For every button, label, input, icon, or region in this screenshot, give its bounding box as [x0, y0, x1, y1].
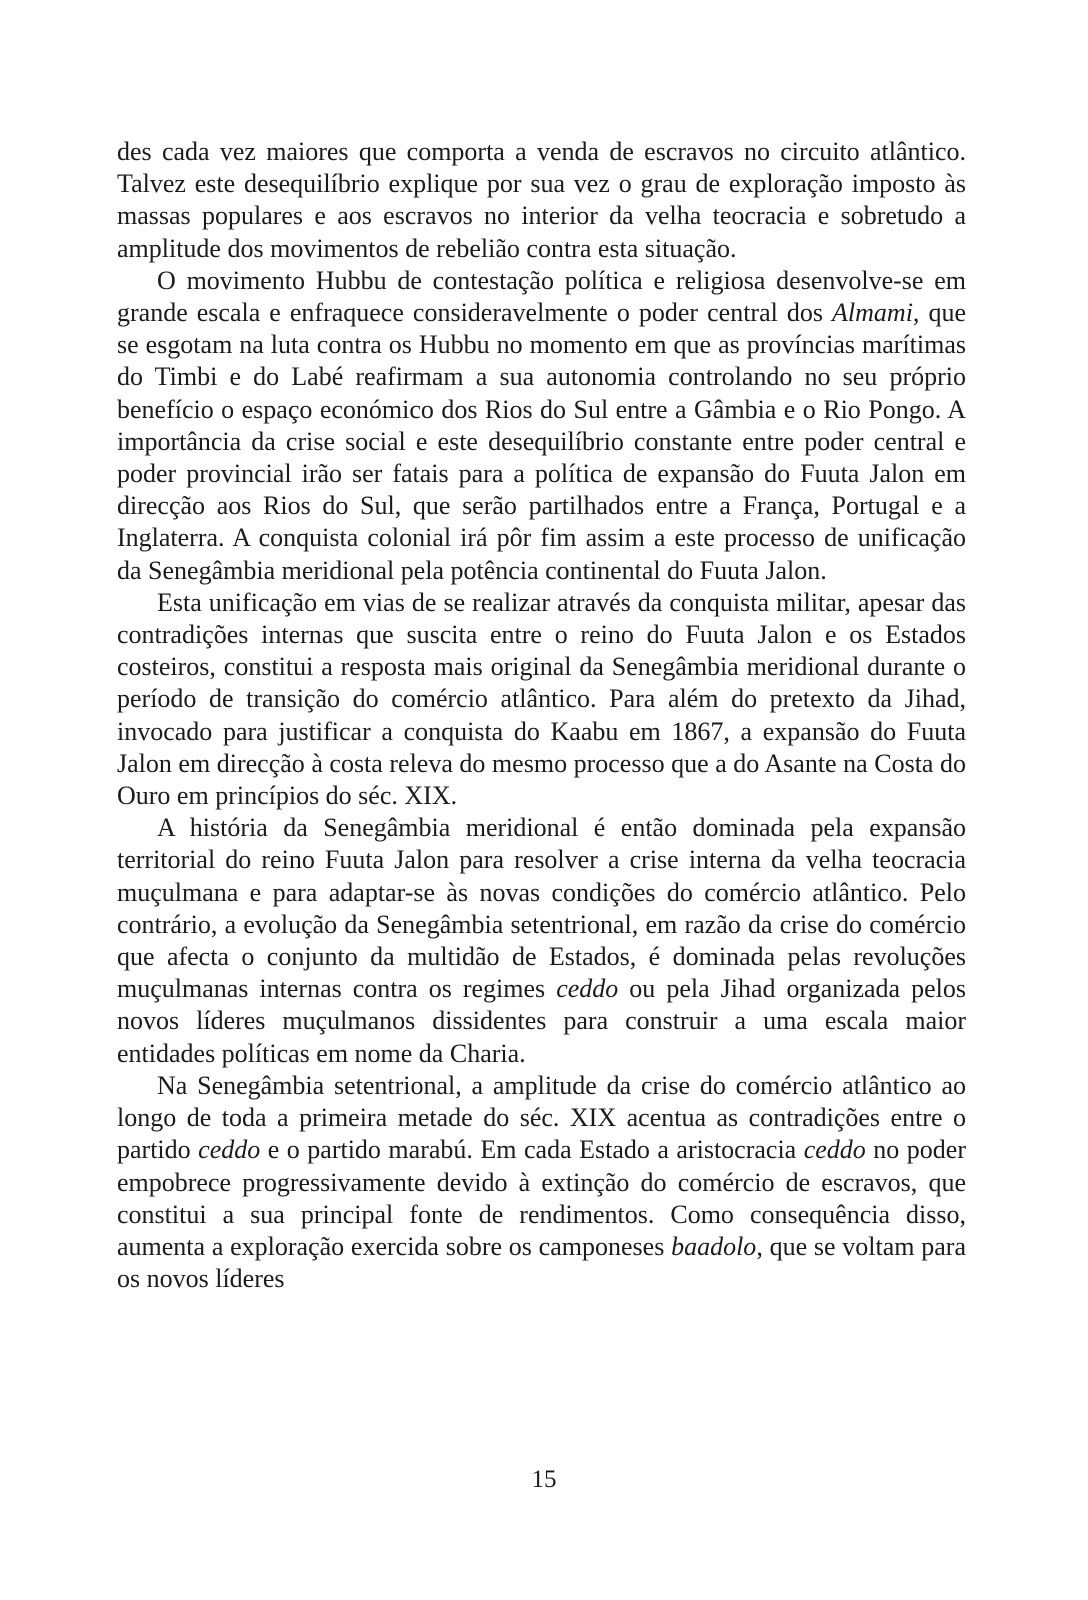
text-run: , que se esgotam na luta contra os Hubbu no momento em que as províncias marítimas do Timbi e do Labé reafirmam a sua autonomia controlando no seu próprio benefício o espaço económico dos Rios do Sul entre a Gâmbia e o Rio Pongo. A importância da crise social e este desequilíbrio constante entre poder central e poder provincial irão ser fatais para a política de expansão do Fuuta Jalon em direcção aos Rios do Sul, que serão partilhados entre a França, Portugal e a Inglaterra. A conquista colonial irá pôr fim assim a este processo de unificação da Senegâmbia meridional pela potência continental do Fuuta Jalon.	[117, 298, 966, 585]
text-run: Na Senegâmbia setentrional, a amplitude da crise do comércio atlântico ao longo de toda a primeira metade do séc. XIX acentua as contradições entre o partido	[117, 1070, 966, 1165]
paragraph-3	[117, 587, 966, 812]
text-run: , que se voltam para os novos líderes	[117, 1231, 966, 1294]
italic-term: ceddo	[803, 1135, 866, 1165]
italic-term: ceddo	[556, 974, 619, 1004]
text-run: no poder empobrece progressivamente devido à extinção do comércio de escravos, que constitui a sua principal fonte de rendimentos. Como consequência disso, aumenta a exploração exercida sobre os camponeses	[117, 1135, 967, 1261]
body-text	[117, 136, 966, 1295]
italic-term: Almami	[832, 298, 913, 328]
text-run: Esta unificação em vias de se realizar através da conquista militar, apesar das contradições internas que suscita entre o reino do Fuuta Jalon e os Estados costeiros, constitui a resposta mais original da Senegâmbia meridional durante o período de transição do comércio atlântico. Para além do pretexto da Jihad, invocado para justificar a conquista do Kaabu em 1867, a expansão do Fuuta Jalon em direcção à costa releva do mesmo processo que a do Asante na Costa do Ouro em princípios do séc. XIX.	[117, 587, 966, 811]
text-run: ou pela Jihad organizada pelos novos líderes muçulmanos dissidentes para construir a uma escala maior entidades políticas em nome da Charia.	[117, 974, 966, 1068]
text-run: O movimento Hubbu de contestação política e religiosa desenvolve-se em grande escala e enfraquece consideravelmente o poder central dos	[117, 265, 966, 328]
paragraph-2	[117, 265, 966, 587]
italic-term: ceddo	[198, 1135, 261, 1165]
italic-term: baadolo	[671, 1231, 757, 1261]
text-run: A história da Senegâmbia meridional é então dominada pela expansão territorial do reino Fuuta Jalon para resolver a crise interna da velha teocracia muçulmana e para adaptar-se às novas condições do comércio atlântico. Pelo contrário, a evolução da Senegâmbia setentrional, em razão da crise do comércio que afecta o conjunto da multidão de Estados, é dominada pelas revoluções muçulmanas internas contra os regimes	[117, 813, 966, 1004]
paragraph-5	[117, 1070, 966, 1295]
paragraph-4	[117, 812, 966, 1070]
text-run: e o partido marabú. Em cada Estado a aristocracia	[260, 1135, 804, 1165]
text-run: des cada vez maiores que comporta a venda de escravos no circuito atlântico. Talvez este desequilíbrio explique por sua vez o grau de exploração imposto às massas populares e aos escravos no interior da velha teocracia e sobretudo a amplitude dos movimentos de rebelião contra esta situação.	[117, 137, 966, 263]
page-number: 15	[531, 1466, 557, 1493]
paragraph-1	[117, 136, 966, 265]
